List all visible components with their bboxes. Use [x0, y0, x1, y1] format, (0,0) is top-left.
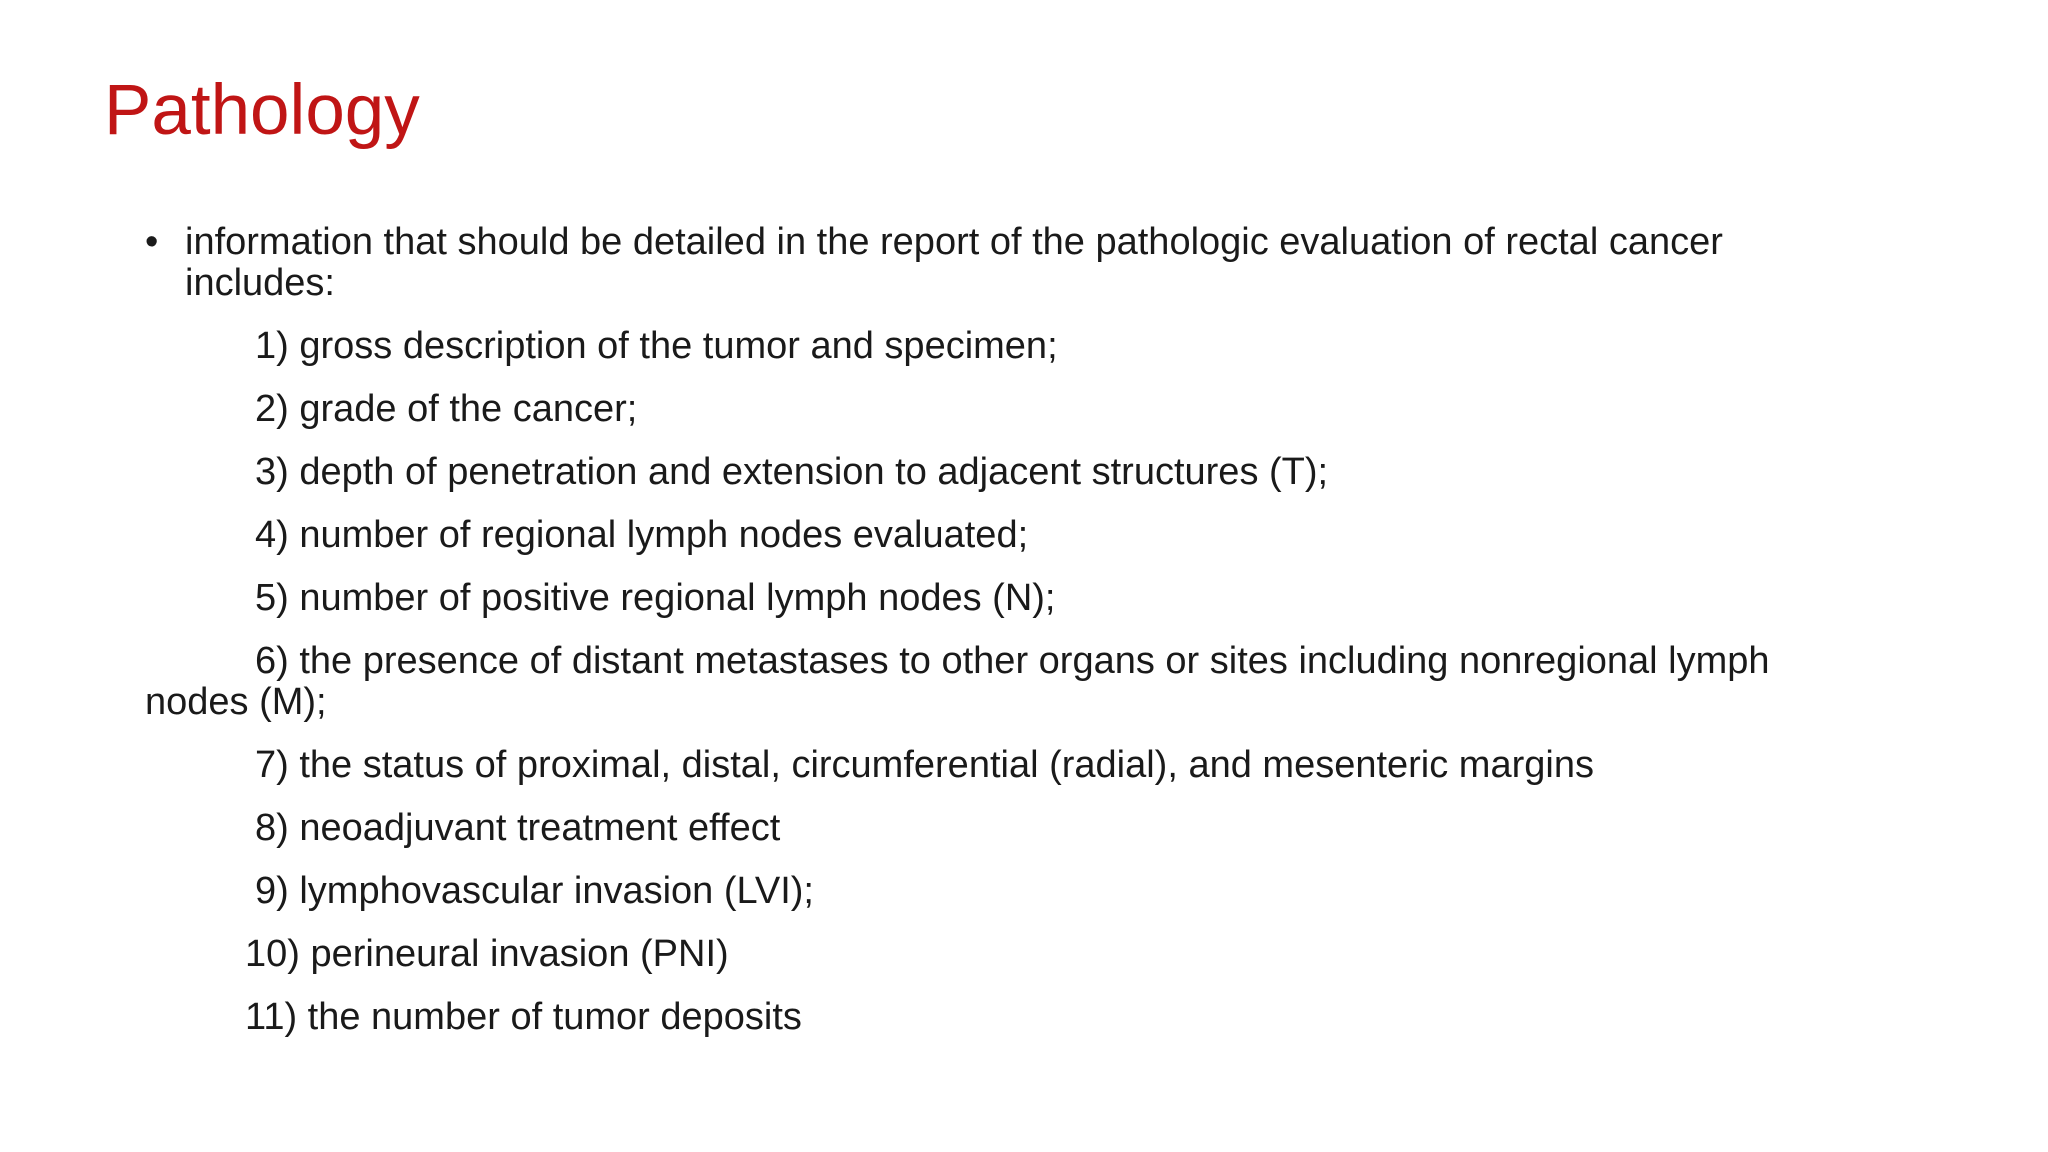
slide-title: Pathology	[104, 71, 420, 150]
list-item: 6) the presence of distant metastases to other organs or sites including nonregional lymph nodes (M);	[145, 640, 1770, 723]
bullet-text: information that should be detailed in the report of the pathologic evaluation of rectal cancer includes:	[185, 221, 1723, 304]
bullet-item	[145, 222, 1785, 304]
list-item: 7) the status of proximal, distal, circumferential (radial), and mesenteric margins	[255, 744, 1594, 786]
list-item: 8) neoadjuvant treatment effect	[255, 807, 781, 849]
list-item: 2) grade of the cancer;	[255, 388, 638, 430]
list-item: 11) the number of tumor deposits	[245, 996, 802, 1038]
list-item: 4) number of regional lymph nodes evaluated;	[255, 514, 1029, 556]
list-item: 3) depth of penetration and extension to adjacent structures (T);	[255, 451, 1329, 493]
numbered-list	[145, 326, 1825, 1060]
list-item: 9) lymphovascular invasion (LVI);	[255, 870, 814, 912]
list-item: 10) perineural invasion (PNI)	[245, 933, 729, 975]
list-item: 5) number of positive regional lymph nodes (N);	[255, 577, 1056, 619]
bullet-icon: •	[145, 221, 159, 263]
list-item: 1) gross description of the tumor and specimen;	[255, 325, 1058, 367]
